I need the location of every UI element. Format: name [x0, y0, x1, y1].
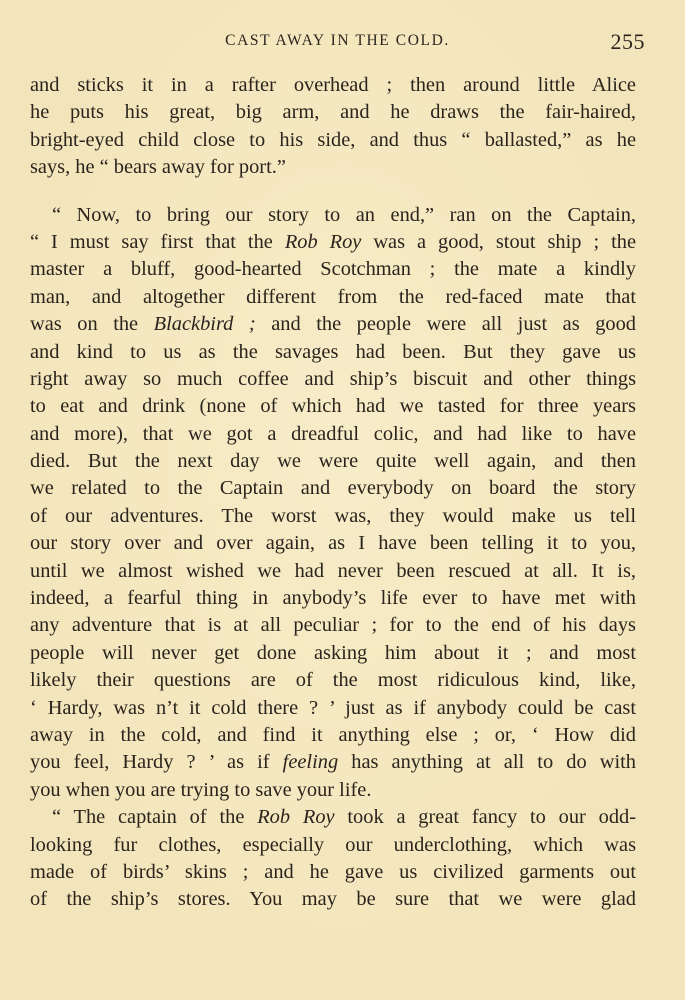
text-segment: you feel, Hardy ? ’ as if — [30, 751, 283, 774]
text-line: indeed, a fearful thing in anybody’s life ever to have met with — [30, 587, 636, 610]
paragraph-2 — [30, 202, 636, 805]
text-segment: was a good, stout ship ; the — [361, 230, 636, 253]
text-line — [30, 804, 636, 831]
text-line: and sticks it in a rafter overhead ; then around little Alice — [30, 74, 636, 96]
text-segment: “ I must say first that the — [30, 230, 285, 253]
text-line: away in the cold, and find it anything else ; or, ‘ How did — [30, 723, 636, 746]
ship-name-rob-roy: Rob Roy — [257, 806, 335, 829]
text-line — [30, 311, 636, 338]
text-line — [30, 749, 636, 776]
emphasis-feeling: feeling — [282, 751, 339, 774]
paragraph-gap — [30, 182, 636, 202]
text-segment: “ The captain of the — [52, 806, 258, 829]
text-line: to eat and drink (none of which had we tasted for three years — [30, 395, 636, 418]
page-number: 255 — [610, 29, 645, 54]
ship-name-rob-roy: Rob Roy — [284, 230, 362, 253]
text-line: and kind to us as the savages had been. But they gave us — [30, 340, 636, 363]
text-line: ‘ Hardy, was n’t it cold there ? ’ just as if anybody could be cast — [30, 696, 636, 719]
text-line — [30, 229, 636, 256]
text-line: people will never get done asking him about it ; and most — [30, 641, 636, 664]
text-line: any adventure that is at all peculiar ; for to the end of his days — [30, 614, 636, 637]
text-line: and more), that we got a dreadful colic, and had like to have — [30, 422, 636, 445]
text-line: “ Now, to bring our story to an end,” ran on the Captain, — [52, 203, 636, 226]
text-line: man, and altogether different from the red-faced mate that — [30, 285, 636, 308]
paragraph-3 — [30, 804, 636, 914]
text-line: bright-eyed child close to his side, and thus “ ballasted,” as he — [30, 128, 636, 151]
text-line: right away so much coffee and ship’s biscuit and other things — [30, 367, 636, 390]
ship-name-blackbird: Blackbird ; — [153, 313, 256, 336]
text-line: of the ship’s stores. You may be sure that we were glad — [30, 888, 636, 911]
running-title: CAST AWAY IN THE COLD. — [225, 32, 450, 49]
text-line: made of birds’ skins ; and he gave us civilized garments out — [30, 860, 636, 883]
text-line: master a bluff, good-hearted Scotchman ; the mate a kindly — [30, 258, 636, 281]
text-segment: and the people were all just as good — [255, 313, 636, 336]
text-line: likely their questions are of the most ridiculous kind, like, — [30, 669, 636, 692]
text-segment: has anything at all to do with — [338, 751, 636, 774]
text-line: of our adventures. The worst was, they would make us tell — [30, 504, 636, 527]
text-line: died. But the next day we were quite well again, and then — [30, 450, 636, 473]
text-segment: was on the — [30, 313, 154, 336]
body-text — [30, 72, 636, 914]
text-line: our story over and over again, as I have been telling it to you, — [30, 532, 636, 555]
text-line: he puts his great, big arm, and he draws the fair-haired, — [30, 101, 636, 124]
text-line: we related to the Captain and everybody on board the story — [30, 477, 636, 500]
text-segment: took a great fancy to our odd- — [334, 806, 637, 829]
text-line: says, he “ bears away for port.” — [30, 156, 286, 179]
paragraph-1 — [30, 72, 636, 182]
text-line: you when you are trying to save your life. — [30, 778, 372, 801]
page-header — [30, 29, 645, 55]
text-line: looking fur clothes, especially our underclothing, which was — [30, 833, 636, 856]
text-line: until we almost wished we had never been rescued at all. It is, — [30, 559, 636, 582]
